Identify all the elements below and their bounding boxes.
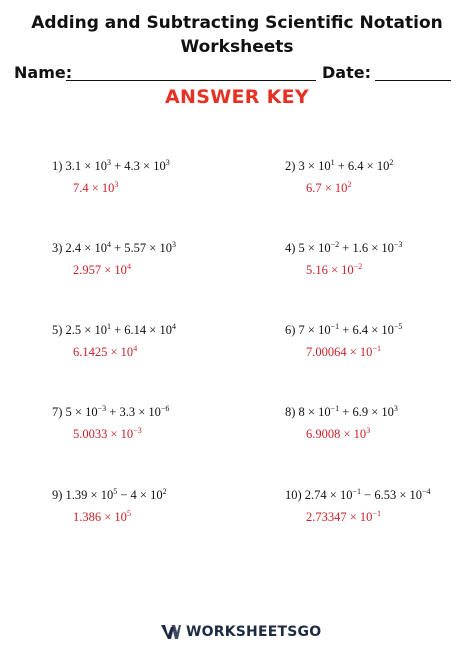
footer-brand <box>161 621 321 643</box>
problem-number: 2) <box>285 159 299 173</box>
term-b-exponent: 4 <box>171 322 176 331</box>
answer-key-heading: ANSWER KEY <box>165 86 309 108</box>
answer-10 <box>306 509 381 525</box>
operator: + <box>339 405 353 419</box>
operator: + <box>110 323 125 337</box>
footer <box>0 621 474 643</box>
term-a-exponent: −1 <box>352 487 361 496</box>
term-b-coefficient: 3.3 × 10 <box>119 405 161 419</box>
answer-exponent: 4 <box>126 262 131 271</box>
problem-4 <box>285 240 402 256</box>
operator: + <box>106 405 120 419</box>
term-a-exponent: 1 <box>106 322 111 331</box>
worksheetsgo-w-icon <box>161 624 181 640</box>
operator: − <box>117 488 131 502</box>
answer-4 <box>306 262 362 278</box>
answer-coefficient: 1.386 × 10 <box>73 510 127 524</box>
term-a-exponent: −1 <box>330 404 340 413</box>
term-b-coefficient: 6.53 × 10 <box>374 488 422 502</box>
worksheet-title-line1: Adding and Subtracting Scientific Notation <box>31 13 443 33</box>
problem-number: 1) <box>52 159 66 173</box>
answer-exponent: −1 <box>372 344 381 353</box>
date-label: Date: <box>322 63 371 82</box>
problem-5 <box>52 322 176 338</box>
term-a-coefficient: 2.74 × 10 <box>304 488 353 502</box>
answer-exponent: 2 <box>347 180 352 189</box>
answer-coefficient: 6.9008 × 10 <box>306 427 367 441</box>
term-a-exponent: −3 <box>97 404 107 413</box>
answer-7 <box>73 426 142 442</box>
answer-6 <box>306 344 381 360</box>
answer-coefficient: 2.957 × 10 <box>73 263 127 277</box>
term-a-coefficient: 2.5 × 10 <box>65 323 107 337</box>
worksheet-title-line2: Worksheets <box>180 37 294 57</box>
brand-name: WORKSHEETSGO <box>186 624 322 640</box>
answer-exponent: 5 <box>126 509 131 518</box>
operator: − <box>361 488 375 502</box>
term-a-coefficient: 2.4 × 10 <box>65 241 107 255</box>
answer-exponent: −1 <box>372 509 381 518</box>
term-b-exponent: 3 <box>171 240 176 249</box>
answer-exponent: 3 <box>366 426 371 435</box>
term-b-coefficient: 6.14 × 10 <box>124 323 172 337</box>
answer-coefficient: 5.16 × 10 <box>306 263 354 277</box>
problem-number: 4) <box>285 241 299 255</box>
term-a-exponent: 5 <box>113 487 118 496</box>
answer-coefficient: 7.4 × 10 <box>73 181 115 195</box>
answer-5 <box>73 344 137 360</box>
date-line[interactable] <box>375 80 451 81</box>
answer-coefficient: 6.1425 × 10 <box>73 345 134 359</box>
term-a-coefficient: 3 × 10 <box>298 159 331 173</box>
term-b-coefficient: 4 × 10 <box>130 488 163 502</box>
problem-number: 8) <box>285 405 299 419</box>
term-b-exponent: 2 <box>389 158 394 167</box>
term-b-exponent: 3 <box>165 158 170 167</box>
problem-number: 10) <box>285 488 305 502</box>
term-b-coefficient: 5.57 × 10 <box>124 241 172 255</box>
operator: + <box>110 241 125 255</box>
term-a-exponent: 4 <box>106 240 111 249</box>
operator: + <box>339 323 353 337</box>
term-a-exponent: −1 <box>330 322 340 331</box>
term-b-exponent: 3 <box>393 404 398 413</box>
term-a-exponent: 3 <box>106 158 111 167</box>
term-a-coefficient: 5 × 10 <box>298 241 331 255</box>
term-b-exponent: −3 <box>393 240 403 249</box>
problem-number: 5) <box>52 323 66 337</box>
term-b-exponent: −6 <box>160 404 170 413</box>
answer-coefficient: 5.0033 × 10 <box>73 427 134 441</box>
problem-2 <box>285 158 393 174</box>
term-a-coefficient: 1.39 × 10 <box>65 488 114 502</box>
term-a-exponent: 1 <box>330 158 335 167</box>
term-a-coefficient: 7 × 10 <box>298 323 331 337</box>
problem-9 <box>52 487 167 503</box>
name-date-row <box>14 62 464 86</box>
problem-number: 9) <box>52 488 66 502</box>
term-b-coefficient: 6.4 × 10 <box>347 159 390 173</box>
problem-number: 3) <box>52 241 66 255</box>
answer-3 <box>73 262 131 278</box>
answer-1 <box>73 180 118 196</box>
answer-coefficient: 6.7 × 10 <box>306 181 348 195</box>
term-b-coefficient: 4.3 × 10 <box>124 159 166 173</box>
term-b-coefficient: 6.9 × 10 <box>352 405 394 419</box>
problem-8 <box>285 404 398 420</box>
problem-number: 7) <box>52 405 66 419</box>
problem-1 <box>52 158 170 174</box>
term-a-coefficient: 8 × 10 <box>298 405 331 419</box>
operator: + <box>334 159 348 173</box>
answer-coefficient: 2.73347 × 10 <box>306 510 373 524</box>
term-a-exponent: −2 <box>330 240 340 249</box>
answer-9 <box>73 509 131 525</box>
answer-2 <box>306 180 351 196</box>
problem-number: 6) <box>285 323 299 337</box>
name-line[interactable] <box>66 80 316 81</box>
term-a-coefficient: 3.1 × 10 <box>65 159 107 173</box>
answer-exponent: −3 <box>133 426 142 435</box>
name-label: Name: <box>14 63 73 82</box>
term-b-exponent: −5 <box>393 322 403 331</box>
term-b-exponent: −4 <box>422 487 431 496</box>
answer-exponent: 3 <box>114 180 119 189</box>
answer-exponent: −2 <box>353 262 363 271</box>
term-b-coefficient: 6.4 × 10 <box>352 323 394 337</box>
operator: + <box>339 241 353 255</box>
problem-6 <box>285 322 402 338</box>
term-b-coefficient: 1.6 × 10 <box>352 241 394 255</box>
problem-3 <box>52 240 176 256</box>
answer-exponent: 4 <box>133 344 138 353</box>
problem-7 <box>52 404 169 420</box>
operator: + <box>110 159 125 173</box>
answer-coefficient: 7.00064 × 10 <box>306 345 373 359</box>
term-a-coefficient: 5 × 10 <box>65 405 98 419</box>
term-b-exponent: 2 <box>162 487 167 496</box>
answer-8 <box>306 426 370 442</box>
problem-10 <box>285 487 431 503</box>
